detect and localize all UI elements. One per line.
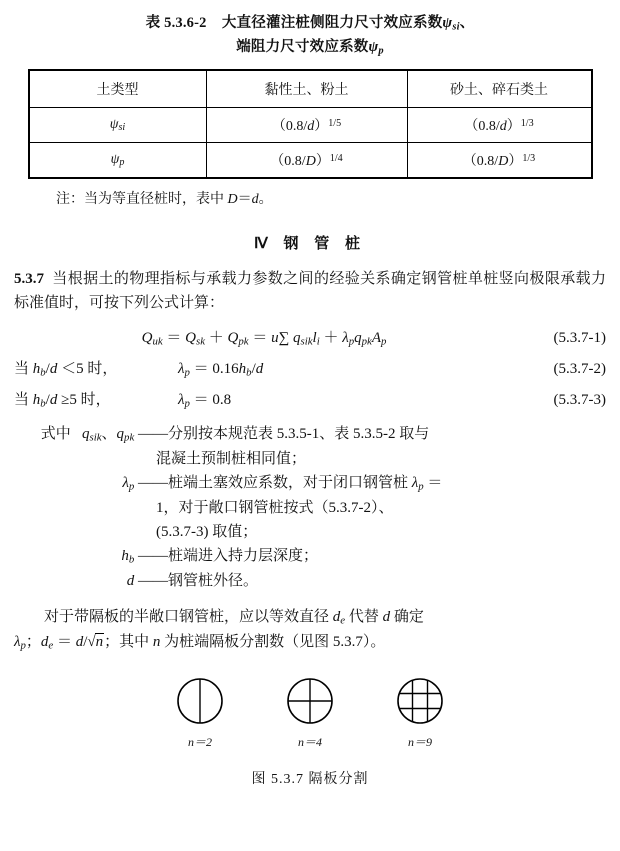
definitions-block bbox=[14, 422, 606, 594]
formula-body-3: $\lambda_p = 0.8$ bbox=[178, 392, 232, 410]
table-caption bbox=[28, 12, 592, 60]
pile-section-9-divisions-icon bbox=[394, 675, 446, 727]
definition-term-qsik: 式中 $q_{sik}$、$q_{pk}$ —— bbox=[40, 425, 168, 444]
table-note: 注：当为等直径桩时，表中 D＝d。 bbox=[56, 191, 273, 207]
figure-label-n2: n＝2 bbox=[187, 735, 212, 750]
definition-row-lambda bbox=[14, 471, 606, 496]
definition-term-d: d —— bbox=[126, 573, 168, 590]
formula-condition-3: 当 $h_b/d \ge 5$ 时， bbox=[14, 392, 111, 410]
tail-paragraph-line2: $\lambda_p$；$d_e = d/√n$；其中 n 为桩端隔板分割数（见图 5.3.7）。 bbox=[14, 634, 386, 652]
table-caption-line2: 端阻力尺寸效应系数$\psi_p$ bbox=[236, 38, 384, 57]
definition-desc-qsik: 分别按本规范表 5.3.5-1、表 5.3.5-2 取与 bbox=[168, 425, 430, 442]
pile-section-2-divisions-icon bbox=[174, 675, 226, 727]
formula-number-1: (5.3.7-1) bbox=[553, 329, 606, 346]
row-label-psi-si: $\psi_{si}$ bbox=[29, 107, 207, 142]
size-effect-table bbox=[28, 69, 593, 179]
formula-row-2 bbox=[14, 357, 606, 378]
definition-desc-lambda-cont2: (5.3.7-3) 取值； bbox=[156, 523, 258, 540]
cell-psi-p-sand: $(0.8/D)^{1/3}$ bbox=[407, 142, 592, 178]
figure-label-n4: n＝4 bbox=[297, 735, 322, 750]
formula-body-1: $Q_{uk} = Q_{sk} + Q_{pk} = u\sum$ $q_{sik}l_i + \lambda_pq_{pk}A_p$ bbox=[141, 329, 387, 347]
definition-desc-lambda-cont1: 1，对于敞口钢管桩按式（5.3.7-2）、 bbox=[156, 499, 394, 516]
clause-paragraph bbox=[14, 267, 606, 316]
definition-row-qsik bbox=[14, 422, 606, 447]
formula-number-3: (5.3.7-3) bbox=[553, 392, 606, 409]
figure-group bbox=[0, 675, 620, 750]
formula-row-3 bbox=[14, 388, 606, 409]
formula-number-2: (5.3.7-2) bbox=[553, 360, 606, 377]
formula-condition-2: 当 $h_b/d <5$ 时， bbox=[14, 360, 118, 379]
definition-desc-qsik-cont: 混凝土预制桩相同值； bbox=[156, 450, 307, 467]
row-label-psi-p: $\psi_p$ bbox=[29, 142, 207, 178]
document-page bbox=[0, 12, 620, 851]
figure-n9 bbox=[394, 675, 446, 750]
table-caption-line1: 表 5.3.6-2 大直径灌注桩侧阻力尺寸效应系数$\psi_{si}$、 bbox=[145, 15, 475, 33]
section-heading: Ⅳ 钢 管 桩 bbox=[253, 235, 367, 252]
definition-desc-lambda: 桩端土塞效应系数，对于闭口钢管桩 $\lambda_p$ ＝ bbox=[168, 474, 443, 493]
tail-paragraph-line1: 对于带隔板的半敞口钢管桩，应以等效直径 $d_e$ 代替 d 确定 bbox=[44, 609, 424, 627]
cell-psi-si-sand: $(0.8/d)^{1/3}$ bbox=[407, 107, 592, 142]
figure-caption: 图 5.3.7 隔板分割 bbox=[251, 772, 369, 788]
figure-n4 bbox=[284, 675, 336, 750]
header-cell-sand-gravel: 砂土、碎石类土 bbox=[407, 70, 592, 108]
definition-row-d bbox=[14, 569, 606, 593]
definition-desc-d: 钢管桩外径。 bbox=[168, 573, 259, 590]
table-header-row bbox=[29, 70, 592, 108]
figure-n2 bbox=[174, 675, 226, 750]
definition-row-hb bbox=[14, 544, 606, 569]
header-cell-clay-silt: 黏性土、粉土 bbox=[206, 70, 407, 108]
table-row bbox=[29, 142, 592, 178]
definition-desc-hb: 桩端进入持力层深度； bbox=[168, 548, 319, 565]
cell-psi-p-clay: $(0.8/D)^{1/4}$ bbox=[206, 142, 407, 178]
formula-row-1 bbox=[14, 326, 606, 347]
definition-term-lambda: $\lambda_p$ —— bbox=[122, 474, 168, 493]
table-row bbox=[29, 107, 592, 142]
pile-section-4-divisions-icon bbox=[284, 675, 336, 727]
header-cell-soil-type: 土类型 bbox=[29, 70, 207, 108]
cell-psi-si-clay: $(0.8/d)^{1/5}$ bbox=[206, 107, 407, 142]
definition-term-hb: $h_b$ —— bbox=[121, 548, 168, 566]
clause-text: 当根据土的物理指标与承载力参数之间的经验关系确定钢管桩单桩竖向极限承载力标准值时，可按下列公式计算： bbox=[14, 270, 607, 312]
clause-number: 5.3.7 bbox=[14, 270, 44, 287]
formula-body-2: $\lambda_p = 0.16h_b/d$ bbox=[178, 360, 264, 379]
figure-label-n9: n＝9 bbox=[407, 735, 432, 750]
